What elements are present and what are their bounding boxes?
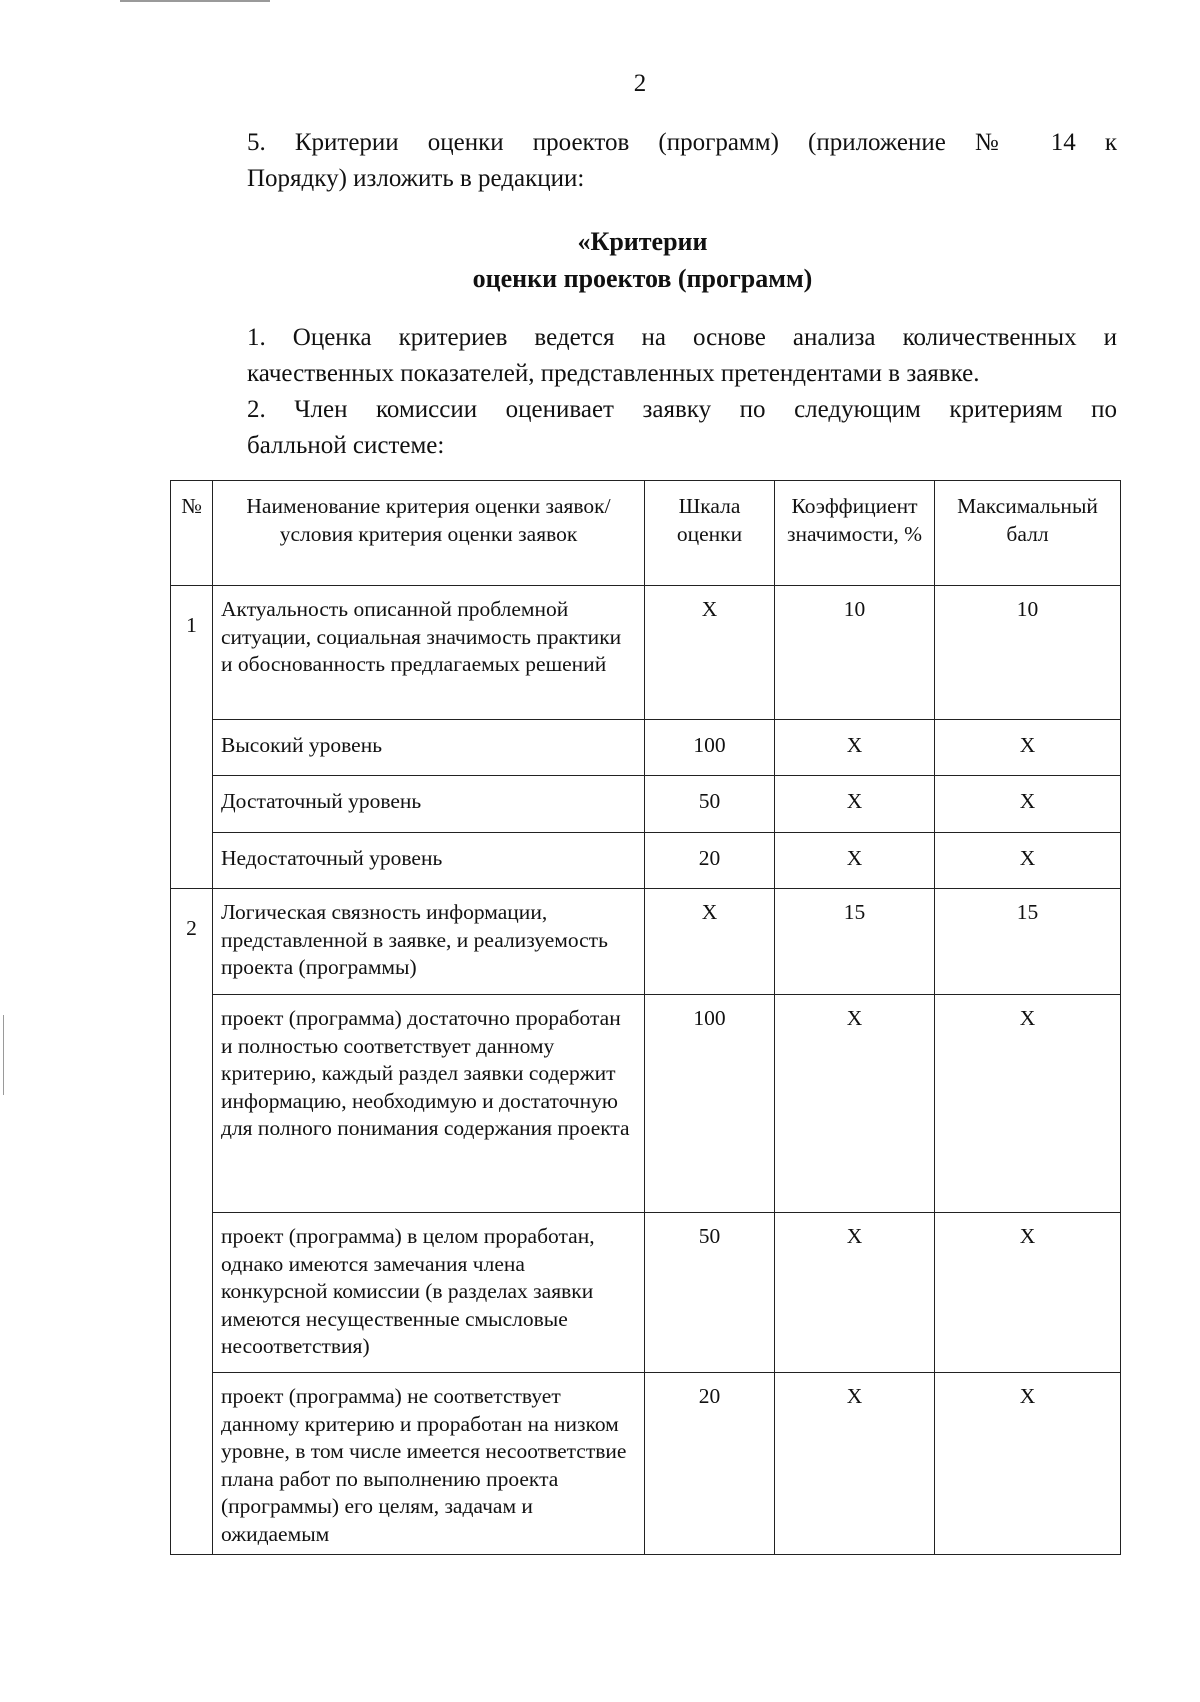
- criterion-coef: 15: [775, 889, 935, 995]
- scan-mark-top: [120, 0, 270, 2]
- table-header-row: [171, 481, 1121, 586]
- paragraph-2-line-1: 2. Член комиссии оценивает заявку по следующим критериям по: [247, 396, 1117, 423]
- row-num: 1: [171, 586, 213, 720]
- criterion-name: Логическая связность информации, представленной в заявке, и реализуемость проекта (программы): [213, 889, 645, 995]
- table-row: [171, 1213, 1121, 1373]
- table-row: [171, 995, 1121, 1213]
- level-scale: 20: [645, 833, 775, 889]
- row-num: 2: [171, 889, 213, 995]
- paragraph-1-line-1: 1. Оценка критериев ведется на основе анализа количественных и: [247, 324, 1117, 351]
- level-scale: 50: [645, 1213, 775, 1373]
- table-row: [171, 889, 1121, 995]
- level-coef: Х: [775, 1373, 935, 1555]
- level-scale: 50: [645, 776, 775, 833]
- intro-line-2: Порядку) изложить в редакции:: [247, 165, 585, 192]
- criterion-coef: 10: [775, 586, 935, 720]
- criterion-scale: Х: [645, 889, 775, 995]
- paragraph-1: [172, 320, 1117, 392]
- level-name: проект (программа) не соответствует данному критерию и проработан на низком уровне, в том числе имеется несоответствие плана работ по выполнению проекта (программы) его целям, задачам и ожидаемым: [213, 1373, 645, 1555]
- criterion-max: 10: [935, 586, 1121, 720]
- level-max: Х: [935, 776, 1121, 833]
- table-row: [171, 1373, 1121, 1555]
- table-row: [171, 586, 1121, 720]
- level-scale: 100: [645, 995, 775, 1213]
- header-max: Максимальный балл: [935, 481, 1121, 586]
- criterion-scale: Х: [645, 586, 775, 720]
- level-max: Х: [935, 1373, 1121, 1555]
- level-name: проект (программа) достаточно проработан и полностью соответствует данному критерию, каждый раздел заявки содержит информацию, необходимую и достаточную для полного понимания содержания проекта: [213, 995, 645, 1213]
- level-max: Х: [935, 995, 1121, 1213]
- table-row: [171, 720, 1121, 776]
- heading-line-1: «Критерии: [577, 227, 708, 256]
- level-coef: Х: [775, 720, 935, 776]
- level-coef: Х: [775, 1213, 935, 1373]
- criterion-name: Актуальность описанной проблемной ситуации, социальная значимость практики и обоснованность предлагаемых решений: [213, 586, 645, 720]
- criteria-table: [170, 480, 1121, 1555]
- level-name: проект (программа) в целом проработан, однако имеются замечания члена конкурсной комиссии (в разделах заявки имеются несущественные смысловые несоответствия): [213, 1213, 645, 1373]
- paragraph-2-line-2: балльной системе:: [247, 432, 445, 459]
- paragraph-2: [172, 392, 1117, 464]
- header-scale: Шкала оценки: [645, 481, 775, 586]
- page-number: 2: [633, 70, 647, 97]
- level-scale: 100: [645, 720, 775, 776]
- header-coef: Коэффициент значимости, %: [775, 481, 935, 586]
- level-max: Х: [935, 833, 1121, 889]
- criterion-max: 15: [935, 889, 1121, 995]
- header-name: Наименование критерия оценки заявок/условия критерия оценки заявок: [213, 481, 645, 586]
- scan-mark-left: [3, 1015, 4, 1095]
- level-coef: Х: [775, 833, 935, 889]
- level-name: Недостаточный уровень: [213, 833, 645, 889]
- heading-line-2: оценки проектов (программ): [472, 264, 813, 293]
- intro-line-1: 5. Критерии оценки проектов (программ) (приложение № 14 к: [247, 129, 1117, 156]
- header-num: №: [171, 481, 213, 586]
- paragraph-1-line-2: качественных показателей, представленных претендентами в заявке.: [247, 360, 980, 387]
- level-max: Х: [935, 720, 1121, 776]
- level-coef: Х: [775, 995, 935, 1213]
- level-name: Достаточный уровень: [213, 776, 645, 833]
- level-scale: 20: [645, 1373, 775, 1555]
- level-max: Х: [935, 1213, 1121, 1373]
- table-row: [171, 776, 1121, 833]
- intro-paragraph: [172, 125, 1117, 197]
- level-coef: Х: [775, 776, 935, 833]
- level-name: Высокий уровень: [213, 720, 645, 776]
- table-row: [171, 833, 1121, 889]
